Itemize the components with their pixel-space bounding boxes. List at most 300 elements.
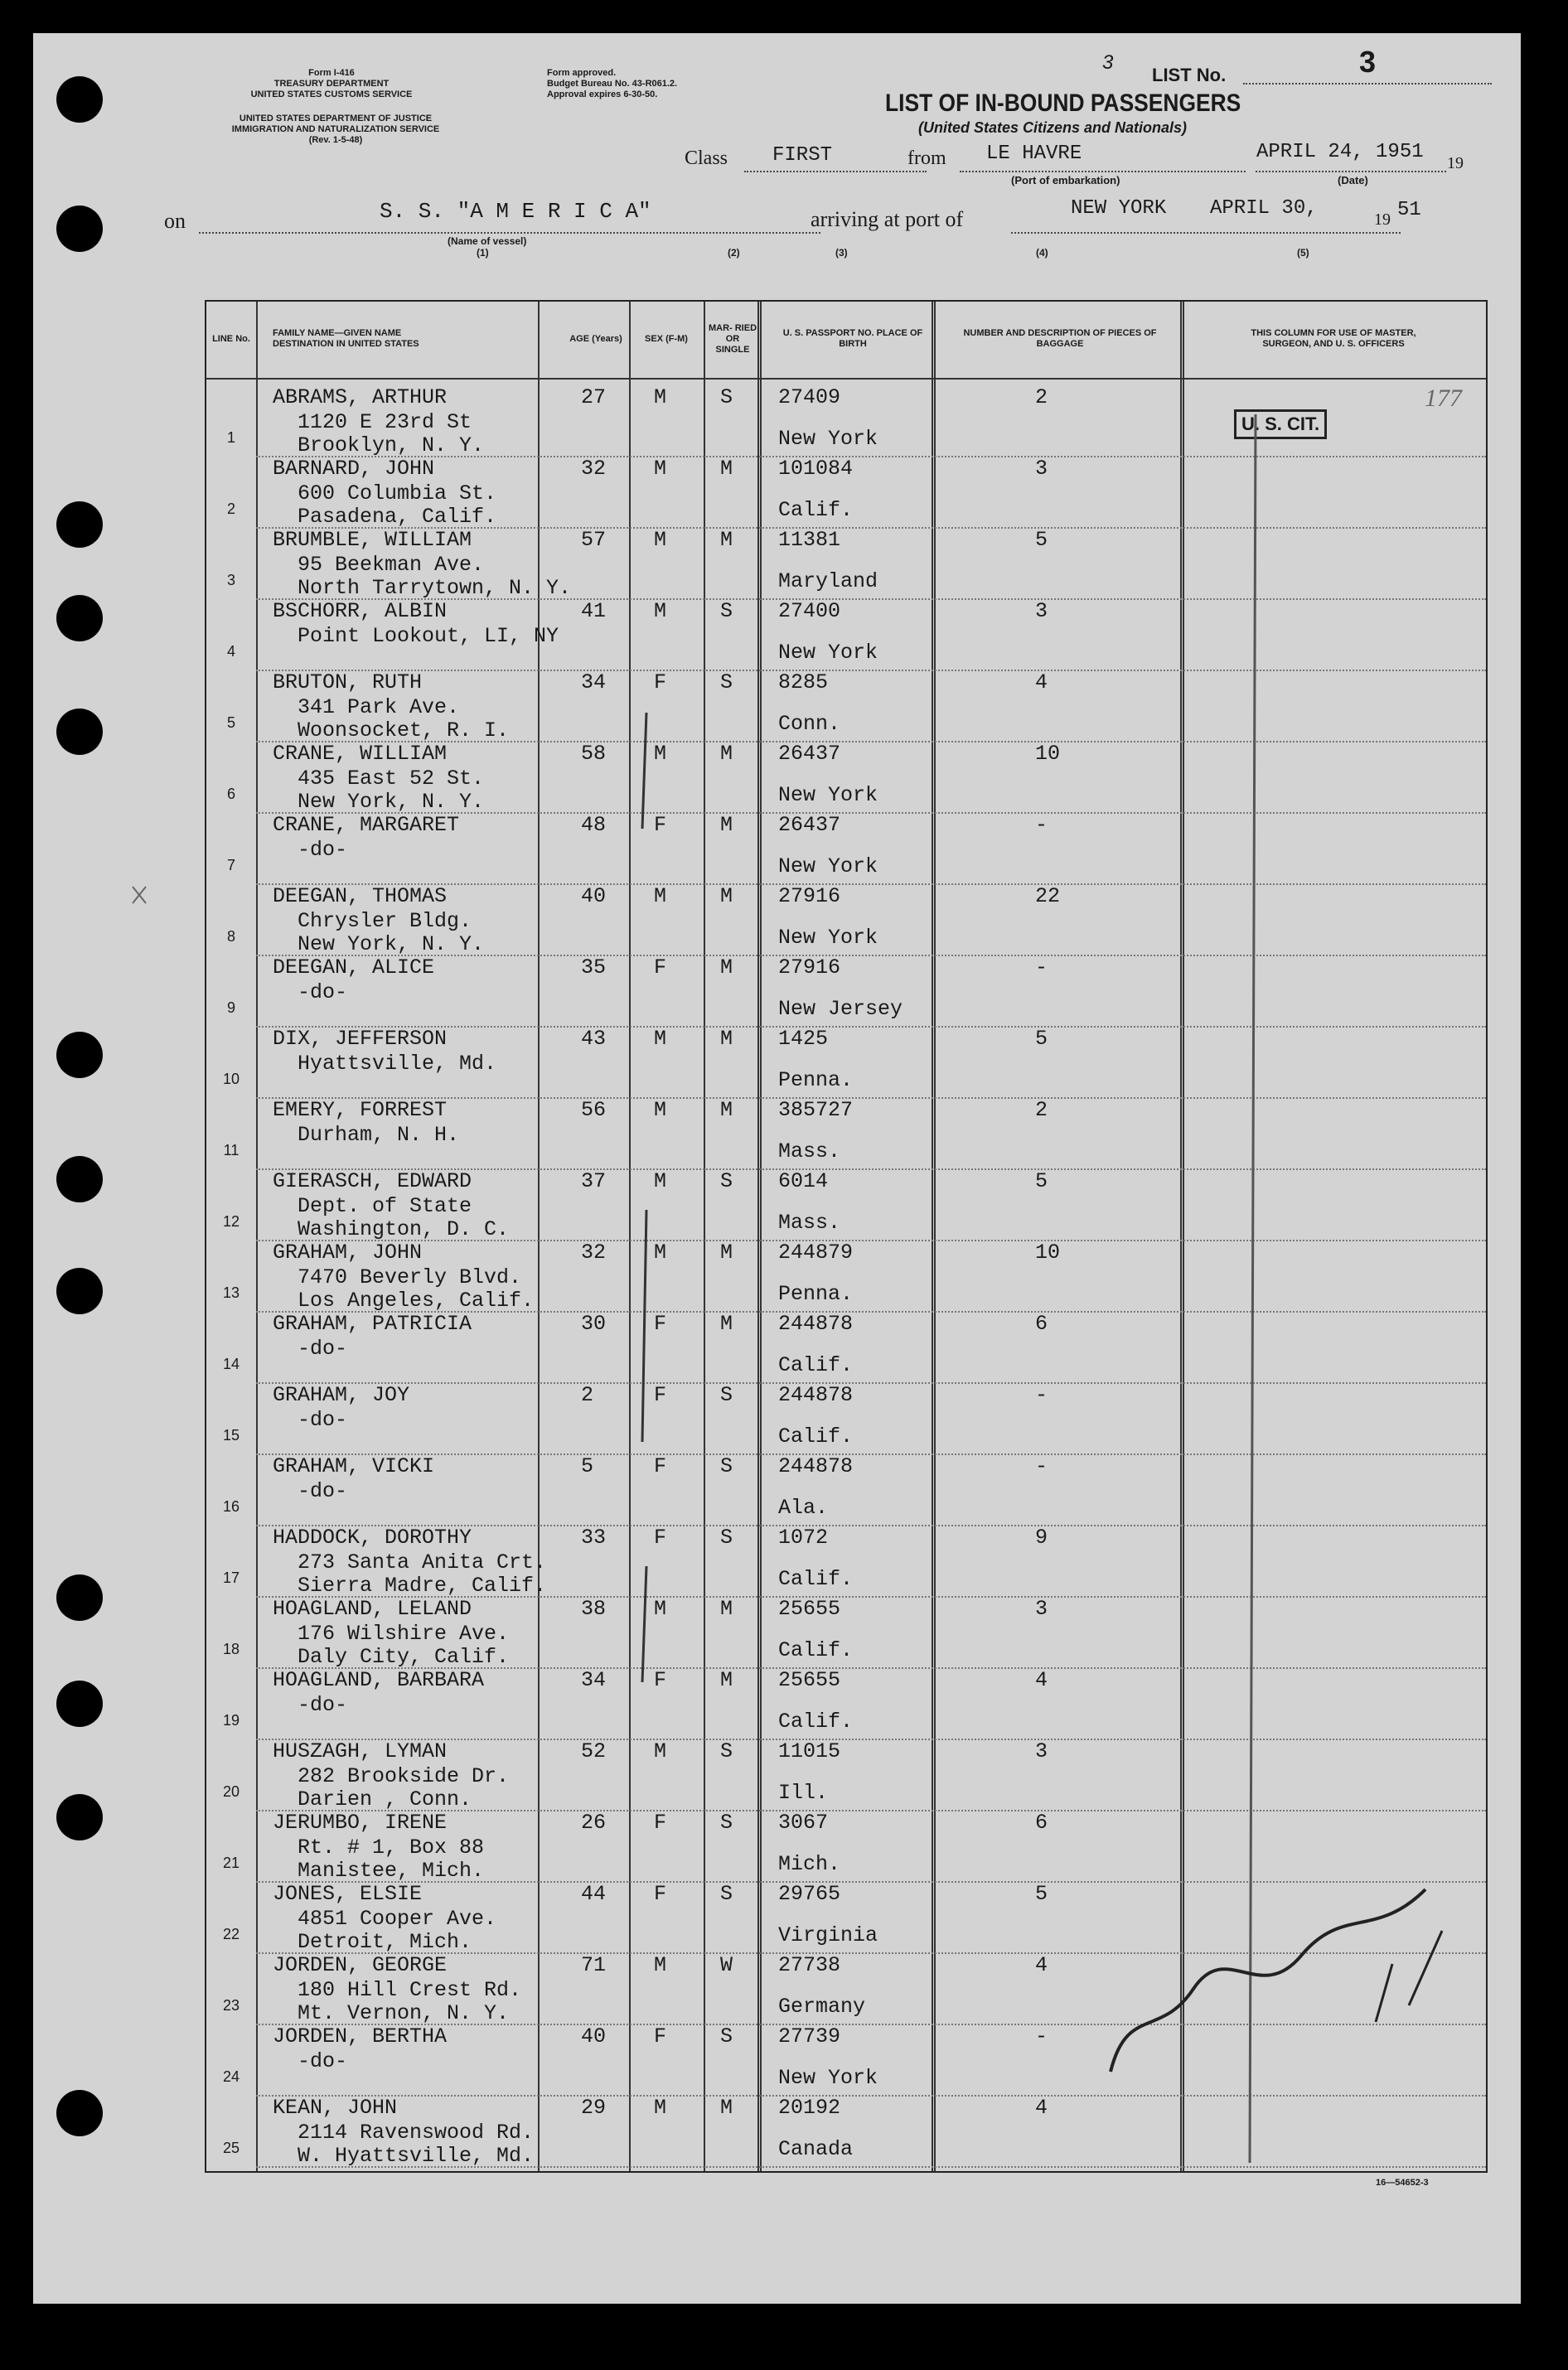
address-line-1: 180 Hill Crest Rd. xyxy=(298,1978,522,2002)
table-row xyxy=(206,1311,1486,1384)
address-line-2: Manistee, Mich. xyxy=(298,1859,485,1883)
table-row xyxy=(206,670,1486,742)
baggage-count: - xyxy=(1035,1454,1048,1478)
baggage-count: 6 xyxy=(1035,1811,1048,1835)
birthplace: New York xyxy=(778,854,878,878)
age-value: 29 xyxy=(581,2096,607,2120)
arrival-year: 51 xyxy=(1397,199,1421,221)
sex-value: M xyxy=(654,528,667,552)
birthplace: New Jersey xyxy=(778,997,903,1021)
passenger-name: HADDOCK, DOROTHY xyxy=(273,1526,472,1550)
passenger-name: HOAGLAND, BARBARA xyxy=(273,1668,485,1692)
passport-number: 1072 xyxy=(778,1526,829,1550)
sex-value: F xyxy=(654,1526,667,1550)
punch-hole xyxy=(56,595,103,641)
address-line-2: Brooklyn, N. Y. xyxy=(298,433,485,457)
passenger-name: BRUTON, RUTH xyxy=(273,670,423,694)
age-value: 40 xyxy=(581,2024,607,2048)
punch-hole xyxy=(56,1574,103,1621)
sex-value: F xyxy=(654,1454,667,1478)
line-number: 9 xyxy=(226,999,235,1016)
line-number: 13 xyxy=(222,1284,240,1301)
marital-status: S xyxy=(720,1739,733,1763)
customs-service: UNITED STATES CUSTOMS SERVICE xyxy=(250,89,413,99)
address-line-2: New York, N. Y. xyxy=(298,790,485,814)
age-value: 30 xyxy=(581,1312,607,1336)
table-row xyxy=(206,1525,1486,1598)
address-line-1: Hyattsville, Md. xyxy=(298,1052,497,1076)
passenger-manifest-page xyxy=(33,33,1521,2304)
port-embarkation-label: (Port of embarkation) xyxy=(1011,174,1120,186)
passenger-name: GRAHAM, JOY xyxy=(273,1383,410,1407)
line-number: 16 xyxy=(222,1498,240,1515)
baggage-count: 22 xyxy=(1035,884,1061,908)
col-num-2: (2) xyxy=(728,247,740,259)
address-line-2: Mt. Vernon, N. Y. xyxy=(298,2001,510,2025)
sex-value: F xyxy=(654,813,667,837)
header-baggage: NUMBER AND DESCRIPTION OF PIECES OF BAGGAGE xyxy=(963,328,1157,349)
birthplace: New York xyxy=(778,926,878,950)
line-number: 20 xyxy=(222,1783,240,1800)
marital-status: M xyxy=(720,1027,733,1051)
baggage-count: 3 xyxy=(1035,1739,1048,1763)
line-number: 19 xyxy=(222,1712,240,1729)
passenger-name: GRAHAM, PATRICIA xyxy=(273,1312,472,1336)
baggage-count: 4 xyxy=(1035,1953,1048,1977)
passport-number: 25655 xyxy=(778,1597,841,1621)
punch-hole xyxy=(56,709,103,755)
sex-value: M xyxy=(654,1739,667,1763)
age-value: 27 xyxy=(581,385,607,409)
sex-value: M xyxy=(654,457,667,481)
passport-number: 20192 xyxy=(778,2096,841,2120)
birthplace: Penna. xyxy=(778,1282,854,1306)
footer-code: 16—54652-3 xyxy=(1376,2178,1429,2188)
passenger-name: CRANE, MARGARET xyxy=(273,813,460,837)
baggage-count: - xyxy=(1035,813,1048,837)
passport-number: 244878 xyxy=(778,1383,854,1407)
sex-value: F xyxy=(654,1811,667,1835)
passenger-name: GRAHAM, JOHN xyxy=(273,1241,423,1265)
passenger-name: ABRAMS, ARTHUR xyxy=(273,385,448,409)
sex-value: M xyxy=(654,385,667,409)
passport-number: 26437 xyxy=(778,742,841,766)
line-number: 21 xyxy=(222,1855,240,1871)
punch-hole xyxy=(56,1032,103,1078)
birthplace: Calif. xyxy=(778,1638,854,1662)
table-row xyxy=(206,1881,1486,1954)
baggage-count: 3 xyxy=(1035,457,1048,481)
marital-status: M xyxy=(720,457,733,481)
age-value: 33 xyxy=(581,1526,607,1550)
col-num-3: (3) xyxy=(835,247,848,259)
passenger-name: BSCHORR, ALBIN xyxy=(273,599,448,623)
address-line-1: 7470 Beverly Blvd. xyxy=(298,1265,522,1289)
sex-value: M xyxy=(654,1597,667,1621)
age-value: 52 xyxy=(581,1739,607,1763)
passenger-name: DIX, JEFFERSON xyxy=(273,1027,448,1051)
list-dotline xyxy=(1243,83,1492,85)
passenger-name: HOAGLAND, LELAND xyxy=(273,1597,472,1621)
baggage-count: - xyxy=(1035,2024,1048,2048)
birthplace: Calif. xyxy=(778,1567,854,1591)
punch-hole xyxy=(56,2090,103,2136)
passenger-name: JORDEN, BERTHA xyxy=(273,2024,448,2048)
line-number: 22 xyxy=(222,1926,240,1942)
passport-number: 27400 xyxy=(778,599,841,623)
address-line-1: 95 Beekman Ave. xyxy=(298,553,485,577)
revision: (Rev. 1-5-48) xyxy=(308,135,363,145)
birthplace: Mass. xyxy=(778,1139,841,1163)
marital-status: M xyxy=(720,2096,733,2120)
address-line-1: 1120 E 23rd St xyxy=(298,410,472,434)
birthplace: New York xyxy=(778,783,878,807)
table-row xyxy=(206,955,1486,1028)
line-number: 1 xyxy=(226,429,235,446)
sex-value: M xyxy=(654,1169,667,1193)
age-value: 71 xyxy=(581,1953,607,1977)
birthplace: Conn. xyxy=(778,712,841,736)
baggage-count: - xyxy=(1035,955,1048,979)
address-line-2: Los Angeles, Calif. xyxy=(298,1289,535,1313)
birthplace: Calif. xyxy=(778,1710,854,1734)
marital-status: M xyxy=(720,742,733,766)
sex-value: F xyxy=(654,1668,667,1692)
address-line-2: W. Hyattsville, Md. xyxy=(298,2144,535,2168)
sex-value: F xyxy=(654,1383,667,1407)
birthplace: Maryland xyxy=(778,569,878,593)
age-value: 40 xyxy=(581,884,607,908)
sex-value: F xyxy=(654,1312,667,1336)
line-number: 15 xyxy=(222,1427,240,1444)
age-value: 57 xyxy=(581,528,607,552)
baggage-count: 10 xyxy=(1035,742,1061,766)
header-passport: U. S. PASSPORT NO. PLACE OF BIRTH xyxy=(782,328,923,349)
header-line-no: LINE No. xyxy=(212,333,250,344)
marital-status: S xyxy=(720,599,733,623)
table-row xyxy=(206,456,1486,529)
col-num-1: (1) xyxy=(477,247,489,259)
address-line-2: Washington, D. C. xyxy=(298,1217,510,1241)
table-row xyxy=(206,1168,1486,1241)
address-line-1: -do- xyxy=(298,1408,348,1432)
passport-number: 27409 xyxy=(778,385,841,409)
address-line-1: 4851 Cooper Ave. xyxy=(298,1907,497,1931)
age-value: 2 xyxy=(581,1383,594,1407)
approval-block xyxy=(547,68,677,100)
approval-expires: Approval expires 6-30-50. xyxy=(547,89,658,99)
page-title: LIST OF IN-BOUND PASSENGERS xyxy=(885,89,1241,117)
marital-status: S xyxy=(720,1811,733,1835)
row-divider xyxy=(256,2166,1486,2168)
marital-status: M xyxy=(720,528,733,552)
baggage-count: 3 xyxy=(1035,599,1048,623)
vessel-dotline xyxy=(199,232,820,234)
address-line-2: Detroit, Mich. xyxy=(298,1930,472,1954)
line-number: 25 xyxy=(222,2140,240,2156)
marital-status: M xyxy=(720,1597,733,1621)
address-line-2: New York, N. Y. xyxy=(298,932,485,956)
address-line-1: 341 Park Ave. xyxy=(298,695,460,719)
birthplace: Calif. xyxy=(778,1353,854,1377)
marital-status: M xyxy=(720,1312,733,1336)
address-line-1: Chrysler Bldg. xyxy=(298,909,472,933)
date-label: (Date) xyxy=(1338,174,1368,186)
address-line-1: 273 Santa Anita Crt. xyxy=(298,1550,547,1574)
age-value: 44 xyxy=(581,1882,607,1906)
margin-note: 177 xyxy=(1425,385,1462,412)
table-row xyxy=(206,1026,1486,1099)
line-number: 12 xyxy=(222,1213,240,1230)
header-age: AGE (Years) xyxy=(569,333,622,344)
punch-hole xyxy=(56,1681,103,1727)
address-line-2: Daly City, Calif. xyxy=(298,1645,510,1669)
punch-hole xyxy=(56,76,103,123)
birthplace: Calif. xyxy=(778,1424,854,1449)
marital-status: S xyxy=(720,385,733,409)
age-value: 43 xyxy=(581,1027,607,1051)
address-line-2: North Tarrytown, N. Y. xyxy=(298,576,572,600)
from-label: from xyxy=(907,148,946,169)
age-value: 32 xyxy=(581,457,607,481)
passport-number: 11381 xyxy=(778,528,841,552)
birthplace: Mich. xyxy=(778,1852,841,1876)
passenger-name: JERUMBO, IRENE xyxy=(273,1811,448,1835)
sex-value: M xyxy=(654,884,667,908)
baggage-count: 5 xyxy=(1035,1882,1048,1906)
table-row xyxy=(206,527,1486,600)
passport-number: 27916 xyxy=(778,955,841,979)
age-value: 41 xyxy=(581,599,607,623)
line-number: 7 xyxy=(226,857,235,873)
address-line-1: -do- xyxy=(298,838,348,862)
passenger-name: DEEGAN, THOMAS xyxy=(273,884,448,908)
address-line-1: Point Lookout, LI, NY xyxy=(298,624,559,648)
passport-number: 27916 xyxy=(778,884,841,908)
birthplace: New York xyxy=(778,641,878,665)
age-value: 48 xyxy=(581,813,607,837)
marital-status: M xyxy=(720,884,733,908)
baggage-count: - xyxy=(1035,1383,1048,1407)
marital-status: S xyxy=(720,1169,733,1193)
arrival-date: APRIL 30, xyxy=(1210,197,1318,220)
from-value: LE HAVRE xyxy=(986,143,1082,165)
sex-value: M xyxy=(654,1098,667,1122)
passport-number: 26437 xyxy=(778,813,841,837)
birthplace: Penna. xyxy=(778,1068,854,1092)
table-row xyxy=(206,1382,1486,1455)
passport-number: 101084 xyxy=(778,457,854,481)
address-line-1: 2114 Ravenswood Rd. xyxy=(298,2121,535,2145)
vessel-label: (Name of vessel) xyxy=(448,235,527,247)
passport-number: 27739 xyxy=(778,2024,841,2048)
passenger-name: JONES, ELSIE xyxy=(273,1882,423,1906)
cross-mark xyxy=(133,887,146,903)
birthplace: Germany xyxy=(778,1995,866,2019)
header-name: FAMILY NAME—GIVEN NAME DESTINATION IN UNITED STATES xyxy=(273,328,419,349)
form-number: Form I-416 xyxy=(308,68,355,78)
line-number: 17 xyxy=(222,1570,240,1586)
table-row xyxy=(206,1952,1486,2025)
table-row xyxy=(206,598,1486,671)
passport-number: 11015 xyxy=(778,1739,841,1763)
line-number: 14 xyxy=(222,1356,240,1372)
passport-number: 1425 xyxy=(778,1027,829,1051)
table-row xyxy=(206,1667,1486,1740)
passport-number: 244879 xyxy=(778,1241,854,1265)
sex-value: M xyxy=(654,1027,667,1051)
budget-bureau: Budget Bureau No. 43-R061.2. xyxy=(547,79,678,89)
address-line-2: Sierra Madre, Calif. xyxy=(298,1574,547,1598)
line-number: 4 xyxy=(226,643,235,660)
arrival-year-prefix: 19 xyxy=(1374,210,1391,229)
form-approved: Form approved. xyxy=(547,68,617,78)
table-row xyxy=(206,741,1486,814)
birthplace: Ala. xyxy=(778,1496,829,1520)
table-row xyxy=(206,1097,1486,1170)
punch-hole xyxy=(56,206,103,252)
line-number: 8 xyxy=(226,928,235,945)
immigration-service: IMMIGRATION AND NATURALIZATION SERVICE xyxy=(231,124,440,134)
sex-value: F xyxy=(654,670,667,694)
address-line-1: -do- xyxy=(298,1693,348,1717)
passenger-name: HUSZAGH, LYMAN xyxy=(273,1739,448,1763)
passport-number: 25655 xyxy=(778,1668,841,1692)
baggage-count: 2 xyxy=(1035,1098,1048,1122)
age-value: 58 xyxy=(581,742,607,766)
passenger-name: KEAN, JOHN xyxy=(273,2096,398,2120)
treasury-block xyxy=(224,68,439,100)
address-line-1: -do- xyxy=(298,1479,348,1503)
line-number: 5 xyxy=(226,714,235,731)
passport-number: 3067 xyxy=(778,1811,829,1835)
list-label: LIST No. xyxy=(1152,65,1227,85)
sex-value: M xyxy=(654,1241,667,1265)
table-row xyxy=(206,1739,1486,1811)
address-line-1: 435 East 52 St. xyxy=(298,767,485,791)
age-value: 5 xyxy=(581,1454,594,1478)
table-row xyxy=(206,1810,1486,1883)
baggage-count: 2 xyxy=(1035,385,1048,409)
table-row xyxy=(206,1453,1486,1526)
on-label: on xyxy=(164,209,186,233)
line-number: 18 xyxy=(222,1641,240,1657)
passport-number: 8285 xyxy=(778,670,829,694)
passenger-name: GIERASCH, EDWARD xyxy=(273,1169,472,1193)
address-line-1: Durham, N. H. xyxy=(298,1123,460,1147)
marital-status: M xyxy=(720,1241,733,1265)
line-number: 10 xyxy=(222,1071,240,1087)
birthplace: Canada xyxy=(778,2137,854,2161)
table-row xyxy=(206,812,1486,885)
baggage-count: 5 xyxy=(1035,1169,1048,1193)
marital-status: M xyxy=(720,1668,733,1692)
marital-status: M xyxy=(720,955,733,979)
arriving-label: arriving at port of xyxy=(811,207,964,231)
passenger-name: GRAHAM, VICKI xyxy=(273,1454,435,1478)
header-officers: THIS COLUMN FOR USE OF MASTER, SURGEON, AND U. S. OFFICERS xyxy=(1251,328,1416,349)
marital-status: S xyxy=(720,1526,733,1550)
department: TREASURY DEPARTMENT xyxy=(273,79,390,89)
address-line-1: 600 Columbia St. xyxy=(298,481,497,505)
sex-value: F xyxy=(654,1882,667,1906)
baggage-count: 5 xyxy=(1035,528,1048,552)
page-subtitle: (United States Citizens and Nationals) xyxy=(918,119,1188,136)
table-row xyxy=(206,883,1486,956)
class-label: Class xyxy=(685,148,728,169)
baggage-count: 3 xyxy=(1035,1597,1048,1621)
from-dotline xyxy=(960,171,1246,172)
age-value: 26 xyxy=(581,1811,607,1835)
address-line-2: Woonsocket, R. I. xyxy=(298,718,510,742)
age-value: 37 xyxy=(581,1169,607,1193)
passport-number: 244878 xyxy=(778,1312,854,1336)
date-suffix: 19 xyxy=(1447,154,1464,172)
age-value: 32 xyxy=(581,1241,607,1265)
address-line-1: -do- xyxy=(298,980,348,1004)
age-value: 38 xyxy=(581,1597,607,1621)
passport-number: 244878 xyxy=(778,1454,854,1478)
address-line-1: -do- xyxy=(298,1337,348,1361)
sex-value: M xyxy=(654,2096,667,2120)
age-value: 56 xyxy=(581,1098,607,1122)
line-number: 6 xyxy=(226,786,235,802)
baggage-count: 10 xyxy=(1035,1241,1061,1265)
address-line-1: Dept. of State xyxy=(298,1194,472,1218)
date-dotline xyxy=(1256,171,1446,172)
punch-hole xyxy=(56,501,103,548)
passenger-name: JORDEN, GEORGE xyxy=(273,1953,448,1977)
birthplace: Ill. xyxy=(778,1781,829,1805)
arrival-port: NEW YORK xyxy=(1071,197,1167,220)
age-value: 35 xyxy=(581,955,607,979)
justice-block xyxy=(162,114,510,146)
passenger-name: BRUMBLE, WILLIAM xyxy=(273,528,472,552)
passport-number: 29765 xyxy=(778,1882,841,1906)
baggage-count: 4 xyxy=(1035,670,1048,694)
birthplace: New York xyxy=(778,427,878,451)
marital-status: M xyxy=(720,813,733,837)
header-divider xyxy=(206,378,1486,380)
line-number: 2 xyxy=(226,501,235,517)
sex-value: F xyxy=(654,955,667,979)
address-line-1: 176 Wilshire Ave. xyxy=(298,1622,510,1646)
baggage-count: 6 xyxy=(1035,1312,1048,1336)
passenger-table xyxy=(205,300,1488,2173)
sex-value: M xyxy=(654,742,667,766)
sex-value: M xyxy=(654,1953,667,1977)
baggage-count: 5 xyxy=(1035,1027,1048,1051)
passenger-name: BARNARD, JOHN xyxy=(273,457,435,481)
vessel-name: S. S. "A M E R I C A" xyxy=(380,199,651,224)
arrival-dotline xyxy=(1011,232,1401,234)
marital-status: S xyxy=(720,1454,733,1478)
col-num-4: (4) xyxy=(1036,247,1048,259)
birthplace: New York xyxy=(778,2066,878,2090)
passport-number: 27738 xyxy=(778,1953,841,1977)
list-number: 3 xyxy=(1359,45,1377,79)
line-number: 3 xyxy=(226,572,235,588)
table-row xyxy=(206,1240,1486,1313)
line-number: 24 xyxy=(222,2068,240,2085)
justice-dept: UNITED STATES DEPARTMENT OF JUSTICE xyxy=(239,114,433,123)
birthplace: Virginia xyxy=(778,1923,878,1947)
baggage-count: 4 xyxy=(1035,1668,1048,1692)
birthplace: Calif. xyxy=(778,498,854,522)
marital-status: S xyxy=(720,1882,733,1906)
address-line-1: Rt. # 1, Box 88 xyxy=(298,1836,485,1860)
line-number: 11 xyxy=(223,1142,240,1158)
